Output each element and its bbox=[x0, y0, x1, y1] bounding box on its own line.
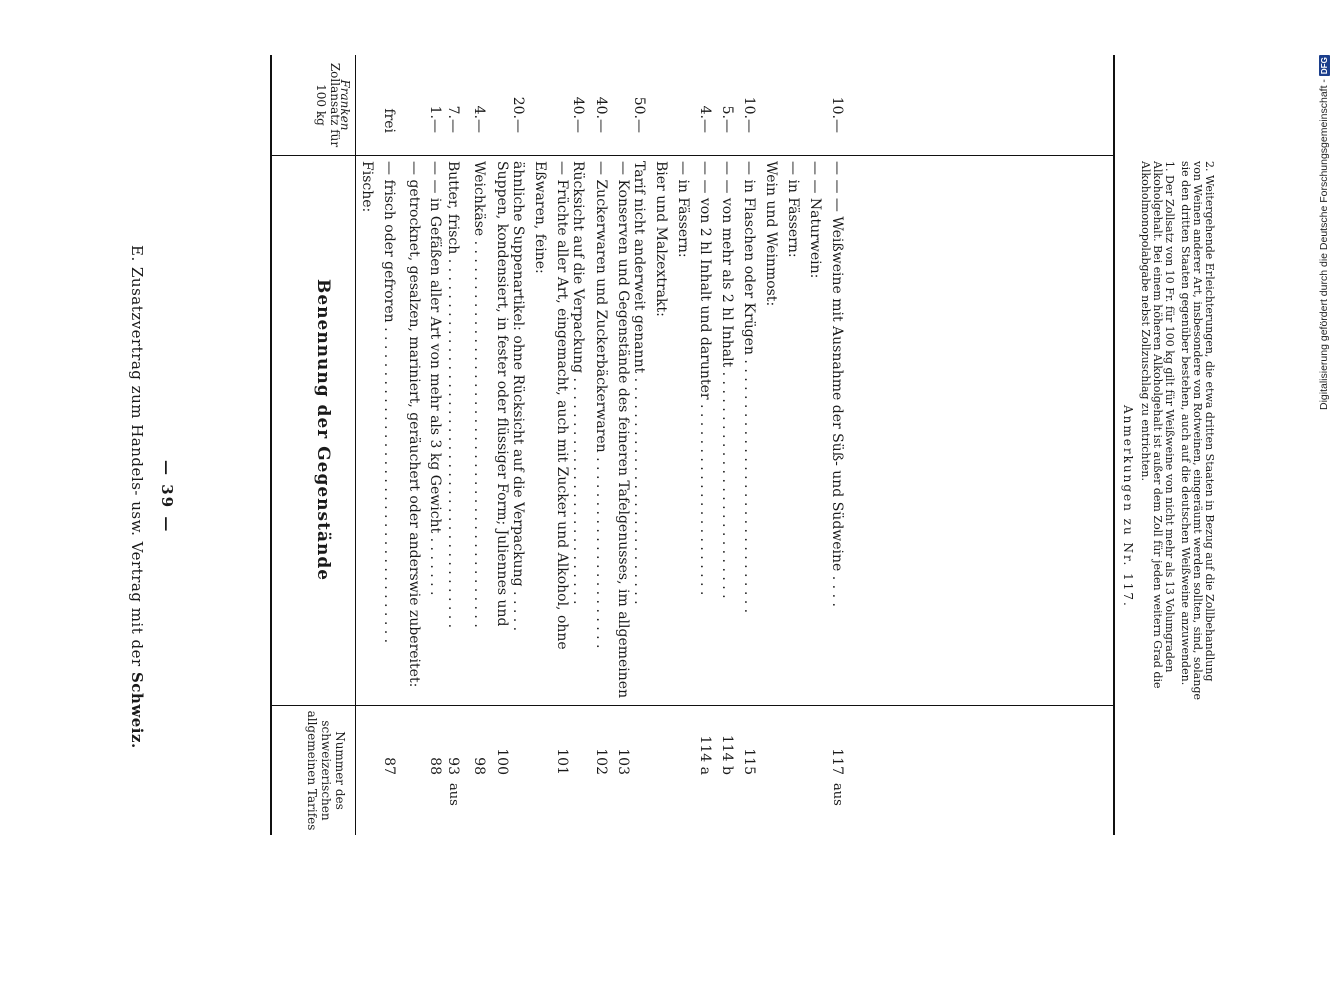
header-number: Nummer des schweizerischen allgemeinen Tarifes bbox=[305, 710, 347, 831]
row-description: Suppen, kondensiert, in fester oder flüssiger Form; Juliennes und bbox=[494, 161, 510, 627]
row-number: 88 bbox=[427, 757, 443, 775]
row-description: — — von 2 hl Inhalt und darunter . . . . . . . . . . . . . . . . . . . . . . bbox=[697, 161, 713, 596]
note-item bbox=[1139, 161, 1175, 701]
note-number: 1. bbox=[1163, 161, 1176, 175]
row-number: 102 bbox=[593, 748, 609, 775]
row-rate: 5.— bbox=[719, 105, 735, 133]
row-description: Butter, frisch . . . . . . . . . . . . . . . . . . . . . . . . . . . . . . . . . . . . . . . . . . bbox=[445, 161, 461, 629]
row-description: — in Fässern: bbox=[785, 161, 801, 258]
row-description: Eßwaren, feine: bbox=[532, 161, 548, 274]
row-rate: 1.— bbox=[427, 105, 443, 133]
header-bottom-rule bbox=[355, 55, 356, 835]
row-rate: 4.— bbox=[471, 105, 487, 133]
row-description: — getrocknet, gesalzen, mariniert, geräuchert oder anderswie zubereitet: bbox=[406, 161, 422, 688]
row-description: Fische: bbox=[359, 161, 375, 213]
table-top-rule bbox=[270, 55, 272, 835]
row-description: Tarif nicht anderweit genannt . . . . . . . . . . . . . . . . . . . . . . . . . . bbox=[631, 161, 647, 605]
row-rate: 50.— bbox=[631, 96, 647, 133]
row-rate: 20.— bbox=[510, 96, 526, 133]
note-text: Der Zollsatz von 10 Fr. für 100 kg gilt für Weißweine von nicht mehr als 13 Volumgraden Alkoholgehalt. Bei einem höheren Alkoholgehalt ist außer dem Zoll für jeden weitern Grad die Alkoholmonopolabgabe nebst Zollzuschlag zu entrichten. bbox=[1139, 161, 1176, 689]
row-number: 87 bbox=[381, 757, 397, 775]
row-rate: 10.— bbox=[829, 96, 845, 133]
row-number: 98 bbox=[471, 757, 487, 775]
running-head-country: Schweiz. bbox=[128, 671, 146, 749]
row-rate: 7.— bbox=[445, 105, 461, 133]
running-head bbox=[126, 245, 146, 749]
notes-heading: Anmerkungen zu Nr. 117. bbox=[1121, 405, 1135, 608]
row-rate: 40.— bbox=[593, 96, 609, 133]
header-description: Benennung der Gegenstände bbox=[313, 278, 333, 582]
row-description: — — Naturwein: bbox=[807, 161, 823, 279]
running-head-text: E. Zusatzvertrag zum Handels- usw. Vertrag mit der bbox=[128, 245, 146, 667]
row-description: Wein und Weinmost: bbox=[763, 161, 779, 307]
row-description: — — von mehr als 2 hl Inhalt . . . . . . . . . . . . . . . . . . . . . . . . . . bbox=[719, 161, 735, 599]
row-description: ähnliche Suppenartikel: ohne Rücksicht auf die Verpackung . . . . . bbox=[510, 161, 526, 632]
column-rule-1 bbox=[270, 155, 1115, 156]
digitization-notice-text: Digitalisierung gefördert durch die Deutsche Forschungsgemeinschaft - bbox=[1318, 79, 1330, 410]
row-aus-label: aus bbox=[830, 783, 845, 806]
row-rate: 40.— bbox=[570, 96, 586, 133]
row-number: 115 bbox=[741, 748, 757, 775]
row-description: Rücksicht auf die Verpackung . . . . . . . . . . . . . . . . . . . . . . . . . . bbox=[570, 161, 586, 605]
row-description: — Früchte aller Art, eingemacht, auch mit Zucker und Alkohol, ohne bbox=[554, 161, 570, 650]
note-text: Weitergehende Erleichterungen, die etwa dritten Staaten in Bezug auf die Zollbehandlung von Weinen anderer Art, insbesondere von Rotweinen, eingeräumt werden sollten, sind, solange sie den dritten Staaten gegenüber bestehen, auch auf die deutschen Weißweine anzuwenden. bbox=[1179, 161, 1216, 700]
row-description: Weichkäse . . . . . . . . . . . . . . . . . . . . . . . . . . . . . . . . . . . . . . . . . . . . bbox=[471, 161, 487, 628]
row-rate: 10.— bbox=[741, 96, 757, 133]
row-number: 114 a bbox=[697, 735, 713, 775]
header-rate-unit: Franken bbox=[338, 79, 352, 131]
row-aus-label: aus bbox=[446, 783, 461, 806]
row-description: — Zuckerwaren und Zuckerbäckerwaren . . . . . . . . . . . . . . . . . . . . . . bbox=[593, 161, 609, 649]
row-description: Bier und Malzextrakt: bbox=[653, 161, 669, 317]
row-rate: frei bbox=[381, 108, 397, 133]
row-number: 103 bbox=[615, 748, 631, 775]
column-rule-2 bbox=[270, 705, 1115, 706]
dfg-logo: DFG bbox=[1319, 57, 1329, 75]
row-description: — Konserven und Gegenstände des feineren Tafelgenusses, im allgemeinen bbox=[615, 161, 631, 699]
row-description: — in Fässern: bbox=[675, 161, 691, 258]
row-number: 114 b bbox=[719, 734, 735, 775]
row-description: — — — Weißweine mit Ausnahme der Süß- und Südweine . . . . bbox=[829, 161, 845, 607]
header-rate: Zollansatz für 100 kg bbox=[314, 62, 342, 148]
row-number: 100 bbox=[494, 748, 510, 775]
row-number: 117 bbox=[829, 748, 845, 775]
note-number: 2. bbox=[1203, 161, 1216, 175]
table-bottom-rule bbox=[1113, 55, 1115, 835]
row-description: — frisch oder gefroren . . . . . . . . . . . . . . . . . . . . . . . . . . . . . . . . . . . . bbox=[381, 161, 397, 644]
row-description: — in Flaschen oder Krügen . . . . . . . . . . . . . . . . . . . . . . . . . . . . . bbox=[741, 161, 757, 614]
row-number: 93 bbox=[445, 757, 461, 775]
note-item bbox=[1179, 161, 1215, 701]
rotated-page bbox=[15, 0, 1216, 925]
row-description: — — in Gefäßen aller Art von mehr als 3 kg Gewicht . . . . . . . bbox=[427, 161, 443, 596]
page-number: — 39 — bbox=[158, 460, 176, 534]
row-number: 101 bbox=[554, 748, 570, 775]
row-rate: 4.— bbox=[697, 105, 713, 133]
